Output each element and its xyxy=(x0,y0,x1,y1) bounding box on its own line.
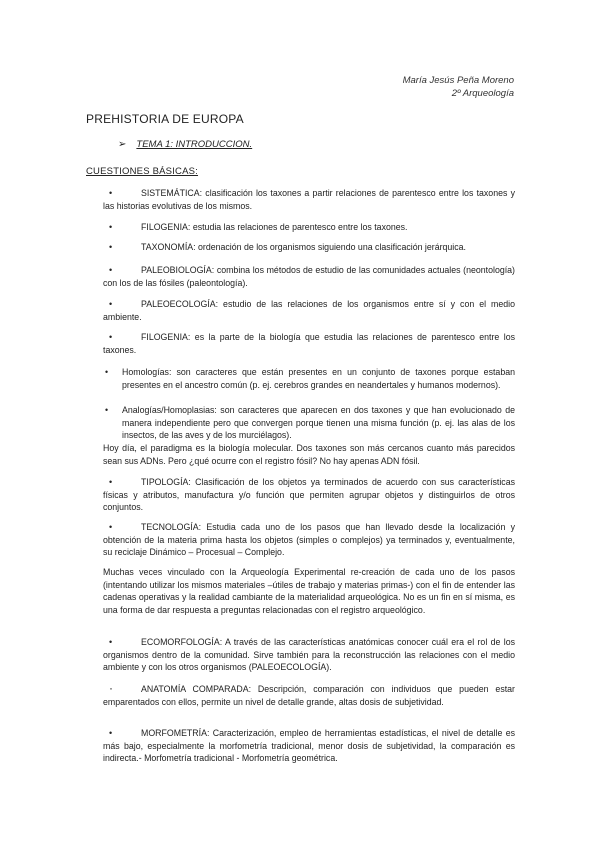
arrow-bullet-icon: ➢ xyxy=(118,139,127,150)
bullet-icon xyxy=(103,476,141,489)
bullet-icon xyxy=(103,636,141,649)
paragraph-filogenia: •FILOGENIA: estudia las relaciones de parentesco entre los taxones. xyxy=(103,221,515,234)
paragraph-paleobiologia: •PALEOBIOLOGÍA: combina los métodos de estudio de las comunidades actuales (neontología) con los de las fósiles (paleontología). xyxy=(103,264,515,289)
paragraph-filogenia-2: •FILOGENIA: es la parte de la biología que estudia las relaciones de parentesco entre los taxones. xyxy=(103,331,515,356)
paragraph-morfometria: •MORFOMETRÍA: Caracterización, empleo de herramientas estadísticas, el nivel de detalle es más bajo, especialmente la morfometría tradicional, menor dosis de subjetividad, la comparación es indirecta.- Morfometría tradicional - Morfometría geométrica. xyxy=(103,727,515,765)
paragraph-tipologia: •TIPOLOGÍA: Clasificación de los objetos ya terminados de acuerdo con sus características físicas y atributos, manufactura y/o función que permiten agrupar objetos y distinguirlos de otros conjuntos. xyxy=(103,476,515,514)
bullet-icon xyxy=(103,682,141,696)
paragraph-taxonomia: •TAXONOMÍA: ordenación de los organismos siguiendo una clasificación jerárquica. xyxy=(103,241,515,254)
document-title: PREHISTORIA DE EUROPA xyxy=(86,112,244,126)
paragraph-paleoecologia: •PALEOECOLOGÍA: estudio de las relaciones de los organismos entre sí y con el medio ambiente. xyxy=(103,298,515,323)
tema-heading xyxy=(118,139,252,150)
section-heading: CUESTIONES BÁSICAS: xyxy=(86,166,199,177)
sub-item-homologias: • Homologías: son caracteres que están presentes en un conjunto de taxones porque estaban presentes en el ancestro común (p. ej. cerebros grandes en neandertales y humanos modernos). xyxy=(105,367,515,390)
sub-item-analogias: • Analogías/Homoplasias: son caracteres que aparecen en dos taxones y que han evolucionado de manera independiente pero que convergen porque tienen una misma función (p. ej. las alas de los insectos, de las aves y de los murciélagos). xyxy=(105,405,515,441)
paragraph-hoy: Hoy día, el paradigma es la biología molecular. Dos taxones son más cercanos cuanto más parecidos sean sus ADNs. Pero ¿qué ocurre con el registro fósil? No hay apenas ADN fósil. xyxy=(103,443,515,466)
paragraph-ecomorfologia: •ECOMORFOLOGÍA: A través de las características anatómicas conocer cuál era el rol de los organismos dentro de la comunidad. Sirve también para la reconstrucción las relaciones con el medio ambiente y con los otros organismos (PALEOECOLOGÍA). xyxy=(103,636,515,674)
paragraph-tecnologia: •TECNOLOGÍA: Estudia cada uno de los pasos que han llevado desde la localización y obtención de la materia prima hasta los objetos (simples o complejos) ya terminados y, eventualmente, su reciclaje Dinámico – Procesual – Complejo. xyxy=(103,521,515,559)
bullet-icon xyxy=(103,727,141,740)
bullet-icon: • xyxy=(105,405,109,415)
bullet-icon xyxy=(103,241,141,254)
author-block xyxy=(403,74,514,100)
bullet-icon: • xyxy=(105,367,109,377)
paragraph-muchas-veces: Muchas veces vinculado con la Arqueología Experimental re-creación de cada uno de los pasos (intentando utilizar los mismos materiales –útiles de trabajo y materias primas-) con el fin de entender las cadenas operativas y la realidad cambiante de la materialidad arqueológica. No es un fin en sí misma, es una forma de dar respuesta a preguntas relacionadas con el registro arqueológico. xyxy=(103,567,515,615)
paragraph-anatomia-comparada: ·ANATOMÍA COMPARADA: Descripción, comparación con individuos que pueden estar emparentados con ellos, permite un nivel de detalle grande, altas dosis de subjetividad. xyxy=(103,682,515,708)
bullet-icon xyxy=(103,264,141,277)
bullet-icon xyxy=(103,298,141,311)
tema-label: TEMA 1: INTRODUCCION. xyxy=(136,139,253,150)
paragraph-sistematica: •SISTEMÁTICA: clasificación los taxones a partir relaciones de parentesco entre los taxones y las historias evolutivas de los mismos. xyxy=(103,187,515,212)
author-name: María Jesús Peña Moreno xyxy=(402,75,514,86)
bullet-icon xyxy=(103,521,141,534)
bullet-icon xyxy=(103,331,141,344)
bullet-icon xyxy=(103,187,141,200)
author-course: 2º Arqueología xyxy=(451,88,514,99)
bullet-icon xyxy=(103,221,141,234)
